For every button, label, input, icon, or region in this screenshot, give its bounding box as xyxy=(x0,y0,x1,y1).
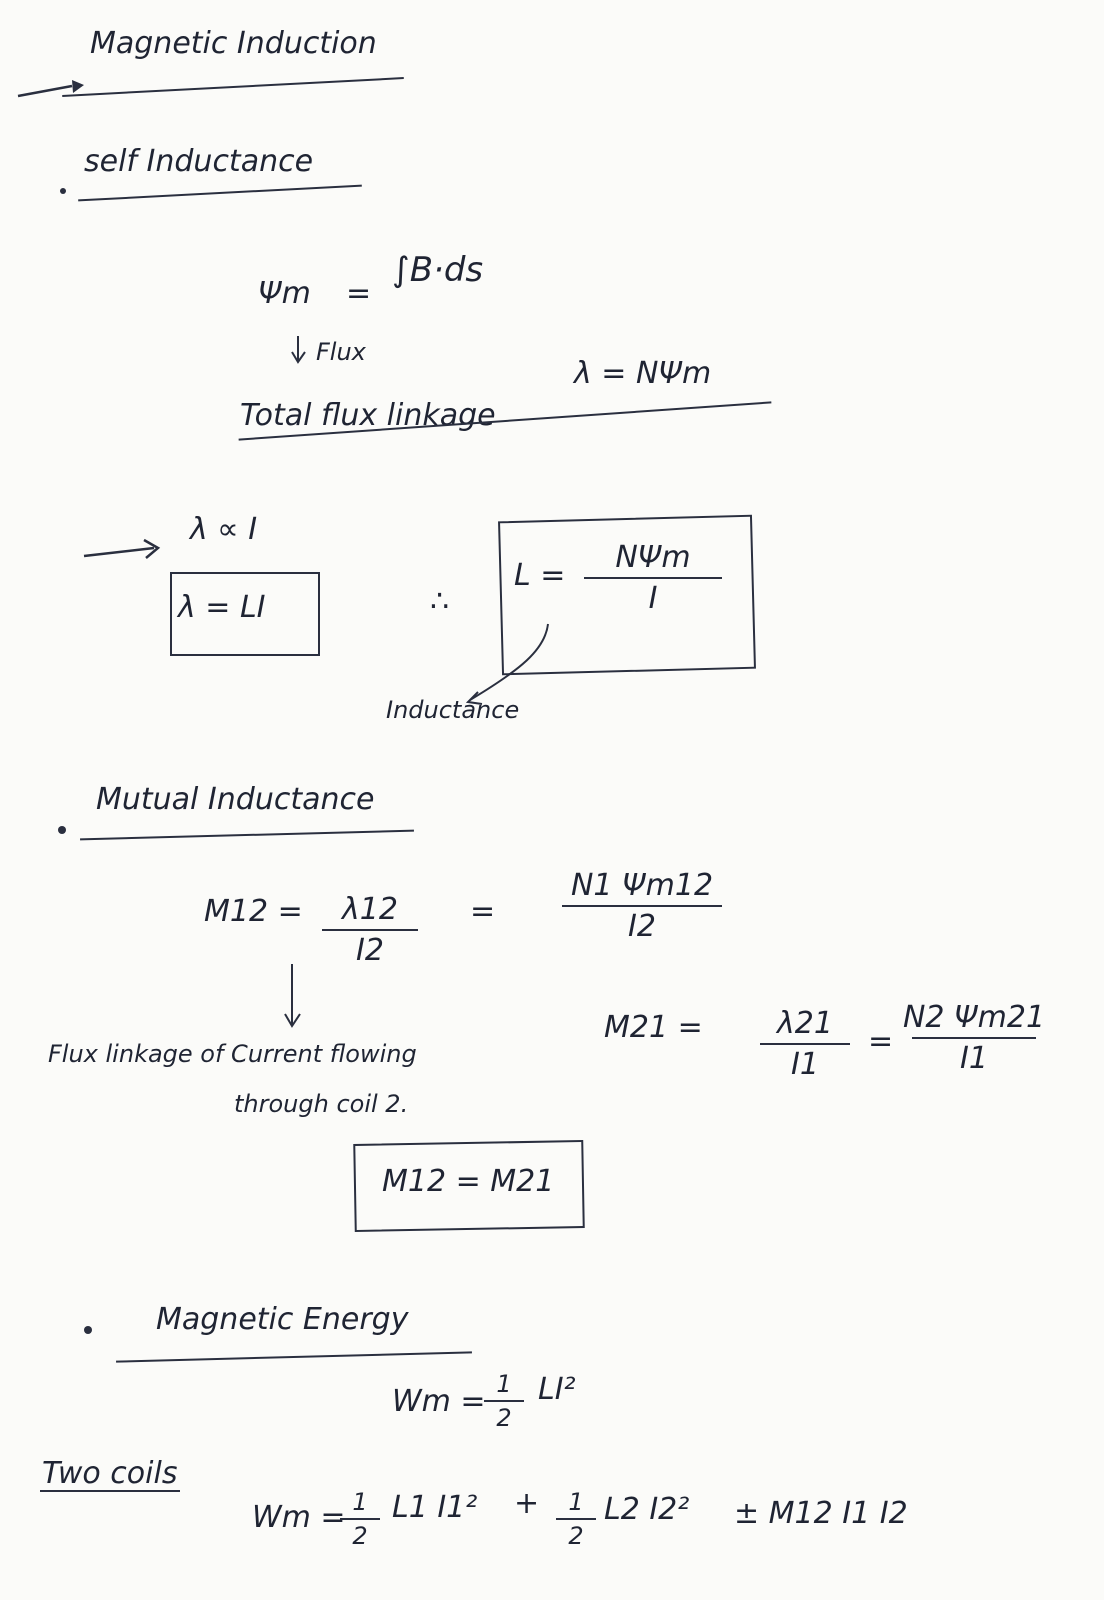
mutual-equal-text: M12 = M21 xyxy=(382,1164,555,1199)
flux-lhs: Ψm xyxy=(258,276,311,311)
flux-equals: = xyxy=(346,276,372,311)
wm-half-fraction xyxy=(484,1370,524,1432)
two-coils-underline xyxy=(40,1490,180,1492)
wm-lhs: Wm = xyxy=(392,1384,486,1419)
m12-equals: = xyxy=(470,894,496,929)
therefore-symbol: ∴ xyxy=(430,584,450,619)
m21-denominator-2: I1 xyxy=(912,1037,1036,1076)
m21-equals: = xyxy=(868,1024,894,1059)
term1-half-fraction xyxy=(340,1488,380,1550)
term1-half-numerator: 1 xyxy=(352,1488,368,1516)
total-flux-label: Total flux linkage xyxy=(240,398,496,433)
m12-numerator-2: N1 Ψm12 xyxy=(570,868,714,903)
flux-integral: ∫B·ds xyxy=(392,250,484,290)
L-numerator: NΨm xyxy=(615,540,691,575)
m21-fraction-2 xyxy=(902,1000,1046,1076)
self-inductance-heading: self Inductance xyxy=(84,144,314,179)
page-title: Magnetic Induction xyxy=(90,26,377,61)
m21-denominator: I1 xyxy=(760,1043,850,1082)
term2-half-numerator: 1 xyxy=(568,1488,584,1516)
L-lhs: L = xyxy=(514,558,566,593)
flux-linkage-note-2: through coil 2. xyxy=(234,1090,409,1118)
m12-denominator: I2 xyxy=(322,929,418,968)
term2-body: L2 I2² xyxy=(604,1492,690,1527)
L-fraction xyxy=(584,540,722,616)
flux-linkage-note-1: Flux linkage of Current flowing xyxy=(48,1040,417,1068)
inductance-note: Inductance xyxy=(386,696,520,724)
total-flux-equation: λ = NΨm xyxy=(574,356,712,391)
lambda-box-text: λ = LI xyxy=(178,590,266,625)
m21-numerator: λ21 xyxy=(777,1006,833,1041)
L-denominator: I xyxy=(584,577,722,616)
term2-half-denominator: 2 xyxy=(556,1518,596,1550)
m12-fraction-2 xyxy=(562,868,722,944)
plus-sign: + xyxy=(514,1486,540,1521)
m21-lhs: M21 = xyxy=(604,1010,703,1045)
mutual-inductance-heading: Mutual Inductance xyxy=(96,782,375,817)
bullet-self xyxy=(60,188,66,194)
wm-rhs: LI² xyxy=(538,1372,576,1407)
m12-fraction xyxy=(322,892,418,968)
bullet-mutual xyxy=(58,826,66,834)
term2-half-fraction xyxy=(556,1488,596,1550)
wm-half-numerator: 1 xyxy=(496,1370,512,1398)
wm2-lhs: Wm = xyxy=(252,1500,346,1535)
term1-body: L1 I1² xyxy=(392,1490,478,1525)
bullet-energy xyxy=(84,1326,92,1334)
m12-denominator-2: I2 xyxy=(562,905,722,944)
two-coils-label: Two coils xyxy=(42,1456,178,1491)
m12-numerator: λ12 xyxy=(342,892,398,927)
proportionality: λ ∝ I xyxy=(190,512,258,547)
mutual-energy-term: ± M12 I1 I2 xyxy=(734,1496,908,1531)
term1-half-denominator: 2 xyxy=(340,1518,380,1550)
wm-half-denominator: 2 xyxy=(484,1400,524,1432)
flux-note: Flux xyxy=(316,338,366,366)
m21-numerator-2: N2 Ψm21 xyxy=(902,1000,1046,1035)
magnetic-energy-heading: Magnetic Energy xyxy=(156,1302,409,1337)
m21-fraction xyxy=(760,1006,850,1082)
m12-lhs: M12 = xyxy=(204,894,303,929)
